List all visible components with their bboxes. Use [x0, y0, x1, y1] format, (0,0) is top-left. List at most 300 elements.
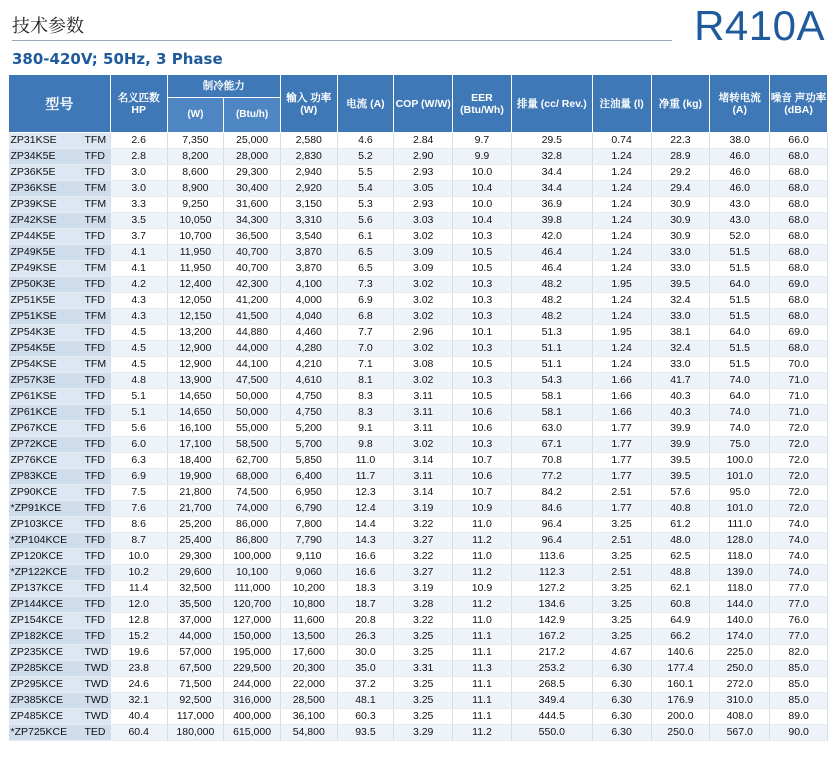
- table-row: [9, 389, 828, 405]
- value-cell: 10.0: [453, 197, 512, 213]
- series-cell: TFM: [82, 181, 110, 197]
- value-cell: 2,940: [280, 165, 337, 181]
- value-cell: 177.4: [651, 661, 710, 677]
- value-cell: 10.3: [453, 293, 512, 309]
- series-cell: TFD: [82, 373, 110, 389]
- value-cell: 10.0: [110, 549, 167, 565]
- value-cell: 96.4: [511, 533, 592, 549]
- model-cell: ZP54KSE: [9, 357, 83, 373]
- value-cell: 100,000: [224, 549, 281, 565]
- value-cell: 13,900: [167, 373, 224, 389]
- value-cell: 6.0: [110, 437, 167, 453]
- value-cell: 11.2: [453, 533, 512, 549]
- value-cell: 46.0: [710, 149, 770, 165]
- value-cell: 10.6: [453, 421, 512, 437]
- model-cell: ZP51K5E: [9, 293, 83, 309]
- value-cell: 39.8: [511, 213, 592, 229]
- value-cell: 101.0: [710, 501, 770, 517]
- value-cell: 1.24: [592, 245, 651, 261]
- value-cell: 43.0: [710, 197, 770, 213]
- value-cell: 29,300: [167, 549, 224, 565]
- value-cell: 3.19: [394, 581, 453, 597]
- value-cell: 9,250: [167, 197, 224, 213]
- value-cell: 90.0: [770, 725, 828, 741]
- table-row: [9, 421, 828, 437]
- value-cell: 67,500: [167, 661, 224, 677]
- model-cell: ZP285KCE: [9, 661, 83, 677]
- value-cell: 3.02: [394, 373, 453, 389]
- value-cell: 8.3: [337, 405, 394, 421]
- value-cell: 6.5: [337, 261, 394, 277]
- power-spec-subtitle: 380-420V; 50Hz, 3 Phase: [12, 50, 223, 68]
- series-cell: TFD: [82, 293, 110, 309]
- table-row: [9, 293, 828, 309]
- value-cell: 16,100: [167, 421, 224, 437]
- value-cell: 64.0: [710, 277, 770, 293]
- value-cell: 5,850: [280, 453, 337, 469]
- table-row: [9, 485, 828, 501]
- value-cell: 5.2: [337, 149, 394, 165]
- value-cell: 11.1: [453, 645, 512, 661]
- series-cell: TFD: [82, 421, 110, 437]
- value-cell: 3.28: [394, 597, 453, 613]
- value-cell: 3.3: [110, 197, 167, 213]
- value-cell: 57,000: [167, 645, 224, 661]
- value-cell: 11.1: [453, 629, 512, 645]
- model-cell: ZP485KCE: [9, 709, 83, 725]
- value-cell: 58.1: [511, 405, 592, 421]
- header-current: 电流 (A): [337, 75, 394, 133]
- value-cell: 10.9: [453, 501, 512, 517]
- value-cell: 11.3: [453, 661, 512, 677]
- value-cell: 70.0: [770, 357, 828, 373]
- model-cell: *ZP91KCE: [9, 501, 83, 517]
- value-cell: 46.0: [710, 181, 770, 197]
- value-cell: 112.3: [511, 565, 592, 581]
- value-cell: 1.77: [592, 421, 651, 437]
- model-cell: ZP36K5E: [9, 165, 83, 181]
- value-cell: 71,500: [167, 677, 224, 693]
- value-cell: 1.66: [592, 373, 651, 389]
- value-cell: 3.02: [394, 277, 453, 293]
- value-cell: 29,600: [167, 565, 224, 581]
- value-cell: 68.0: [770, 165, 828, 181]
- value-cell: 10.5: [453, 357, 512, 373]
- value-cell: 39.9: [651, 437, 710, 453]
- value-cell: 4.6: [337, 133, 394, 149]
- model-cell: ZP57K3E: [9, 373, 83, 389]
- value-cell: 4,210: [280, 357, 337, 373]
- series-cell: TFD: [82, 389, 110, 405]
- value-cell: 11.2: [453, 597, 512, 613]
- value-cell: 38.1: [651, 325, 710, 341]
- value-cell: 43.0: [710, 213, 770, 229]
- value-cell: 7.7: [337, 325, 394, 341]
- series-cell: TFM: [82, 261, 110, 277]
- value-cell: 6,400: [280, 469, 337, 485]
- value-cell: 160.1: [651, 677, 710, 693]
- value-cell: 77.2: [511, 469, 592, 485]
- table-row: [9, 373, 828, 389]
- value-cell: 3,540: [280, 229, 337, 245]
- value-cell: 140.0: [710, 613, 770, 629]
- value-cell: 9.8: [337, 437, 394, 453]
- value-cell: 225.0: [710, 645, 770, 661]
- value-cell: 6,950: [280, 485, 337, 501]
- value-cell: 6,790: [280, 501, 337, 517]
- value-cell: 48.2: [511, 293, 592, 309]
- value-cell: 30.9: [651, 213, 710, 229]
- value-cell: 9,110: [280, 549, 337, 565]
- value-cell: 46.0: [710, 165, 770, 181]
- value-cell: 6.1: [337, 229, 394, 245]
- value-cell: 4.3: [110, 293, 167, 309]
- series-cell: TFD: [82, 325, 110, 341]
- value-cell: 15.2: [110, 629, 167, 645]
- value-cell: 12,900: [167, 341, 224, 357]
- header-model: 型号: [9, 75, 111, 133]
- value-cell: 55,000: [224, 421, 281, 437]
- value-cell: 39.5: [651, 453, 710, 469]
- value-cell: 2,580: [280, 133, 337, 149]
- value-cell: 68.0: [770, 213, 828, 229]
- table-row: [9, 437, 828, 453]
- value-cell: 217.2: [511, 645, 592, 661]
- value-cell: 3.02: [394, 437, 453, 453]
- table-row: [9, 693, 828, 709]
- table-row: [9, 325, 828, 341]
- model-cell: ZP49KSE: [9, 261, 83, 277]
- value-cell: 10.3: [453, 341, 512, 357]
- value-cell: 11,600: [280, 613, 337, 629]
- model-cell: ZP103KCE: [9, 517, 83, 533]
- value-cell: 11,950: [167, 245, 224, 261]
- value-cell: 111,000: [224, 581, 281, 597]
- header-cop: COP (W/W): [394, 75, 453, 133]
- value-cell: 68.0: [770, 341, 828, 357]
- value-cell: 25,000: [224, 133, 281, 149]
- value-cell: 111.0: [710, 517, 770, 533]
- series-cell: TWD: [82, 693, 110, 709]
- value-cell: 615,000: [224, 725, 281, 741]
- value-cell: 2.93: [394, 165, 453, 181]
- series-cell: TWD: [82, 645, 110, 661]
- value-cell: 30.9: [651, 229, 710, 245]
- value-cell: 3.05: [394, 181, 453, 197]
- value-cell: 66.2: [651, 629, 710, 645]
- value-cell: 64.0: [710, 389, 770, 405]
- table-row: [9, 533, 828, 549]
- value-cell: 68.0: [770, 181, 828, 197]
- value-cell: 3.25: [592, 517, 651, 533]
- value-cell: 4.8: [110, 373, 167, 389]
- value-cell: 5,700: [280, 437, 337, 453]
- value-cell: 10.9: [453, 581, 512, 597]
- value-cell: 3.7: [110, 229, 167, 245]
- value-cell: 72.0: [770, 469, 828, 485]
- value-cell: 3.25: [592, 581, 651, 597]
- value-cell: 37,000: [167, 613, 224, 629]
- value-cell: 10.4: [453, 213, 512, 229]
- header-cooling-btu: (Btu/h): [224, 98, 281, 133]
- table-row: [9, 501, 828, 517]
- header-lra: 堵转电流 (A): [710, 75, 770, 133]
- model-cell: ZP44K5E: [9, 229, 83, 245]
- value-cell: 40.8: [651, 501, 710, 517]
- value-cell: 74.0: [710, 405, 770, 421]
- value-cell: 11,950: [167, 261, 224, 277]
- value-cell: 3.25: [592, 597, 651, 613]
- table-row: [9, 613, 828, 629]
- value-cell: 144.0: [710, 597, 770, 613]
- value-cell: 10,800: [280, 597, 337, 613]
- value-cell: 4.67: [592, 645, 651, 661]
- value-cell: 31,600: [224, 197, 281, 213]
- value-cell: 9,060: [280, 565, 337, 581]
- value-cell: 70.8: [511, 453, 592, 469]
- value-cell: 4.5: [110, 341, 167, 357]
- value-cell: 48.2: [511, 309, 592, 325]
- value-cell: 28.9: [651, 149, 710, 165]
- value-cell: 92,500: [167, 693, 224, 709]
- table-row: [9, 645, 828, 661]
- value-cell: 85.0: [770, 693, 828, 709]
- value-cell: 4,280: [280, 341, 337, 357]
- value-cell: 8.6: [110, 517, 167, 533]
- title-divider: [12, 40, 672, 41]
- value-cell: 6.9: [337, 293, 394, 309]
- table-row: [9, 629, 828, 645]
- header-weight: 净重 (kg): [651, 75, 710, 133]
- value-cell: 74.0: [770, 533, 828, 549]
- value-cell: 61.2: [651, 517, 710, 533]
- series-cell: TFM: [82, 133, 110, 149]
- value-cell: 3.09: [394, 261, 453, 277]
- value-cell: 6.30: [592, 709, 651, 725]
- value-cell: 180,000: [167, 725, 224, 741]
- value-cell: 82.0: [770, 645, 828, 661]
- model-cell: ZP50K3E: [9, 277, 83, 293]
- value-cell: 3.25: [592, 549, 651, 565]
- value-cell: 3,870: [280, 245, 337, 261]
- series-cell: TWD: [82, 661, 110, 677]
- value-cell: 3.25: [592, 613, 651, 629]
- table-row: [9, 453, 828, 469]
- header-oil: 注油量 (l): [592, 75, 651, 133]
- model-cell: ZP31KSE: [9, 133, 83, 149]
- series-cell: TFD: [82, 565, 110, 581]
- value-cell: 6.5: [337, 245, 394, 261]
- value-cell: 89.0: [770, 709, 828, 725]
- value-cell: 51.3: [511, 325, 592, 341]
- model-cell: ZP49K5E: [9, 245, 83, 261]
- value-cell: 68.0: [770, 309, 828, 325]
- value-cell: 41.7: [651, 373, 710, 389]
- value-cell: 1.24: [592, 357, 651, 373]
- value-cell: 12,150: [167, 309, 224, 325]
- value-cell: 2.90: [394, 149, 453, 165]
- value-cell: 14,650: [167, 405, 224, 421]
- series-cell: TFD: [82, 165, 110, 181]
- value-cell: 51.5: [710, 357, 770, 373]
- model-cell: ZP36KSE: [9, 181, 83, 197]
- value-cell: 74.0: [710, 421, 770, 437]
- table-row: [9, 213, 828, 229]
- series-cell: TFD: [82, 453, 110, 469]
- value-cell: 42,300: [224, 277, 281, 293]
- value-cell: 51.1: [511, 357, 592, 373]
- value-cell: 4,460: [280, 325, 337, 341]
- value-cell: 9.9: [453, 149, 512, 165]
- model-cell: ZP83KCE: [9, 469, 83, 485]
- value-cell: 150,000: [224, 629, 281, 645]
- value-cell: 48.0: [651, 533, 710, 549]
- value-cell: 3.19: [394, 501, 453, 517]
- value-cell: 268.5: [511, 677, 592, 693]
- series-cell: TFD: [82, 597, 110, 613]
- value-cell: 2,830: [280, 149, 337, 165]
- value-cell: 93.5: [337, 725, 394, 741]
- value-cell: 5.3: [337, 197, 394, 213]
- value-cell: 3.11: [394, 421, 453, 437]
- value-cell: 1.77: [592, 437, 651, 453]
- value-cell: 7.0: [337, 341, 394, 357]
- value-cell: 3.27: [394, 533, 453, 549]
- value-cell: 10.3: [453, 373, 512, 389]
- value-cell: 35,500: [167, 597, 224, 613]
- value-cell: 118.0: [710, 549, 770, 565]
- value-cell: 51.5: [710, 309, 770, 325]
- value-cell: 69.0: [770, 325, 828, 341]
- value-cell: 85.0: [770, 677, 828, 693]
- value-cell: 3.02: [394, 341, 453, 357]
- value-cell: 16.6: [337, 565, 394, 581]
- value-cell: 10.7: [453, 453, 512, 469]
- model-cell: *ZP122KCE: [9, 565, 83, 581]
- value-cell: 0.74: [592, 133, 651, 149]
- value-cell: 400,000: [224, 709, 281, 725]
- value-cell: 33.0: [651, 357, 710, 373]
- value-cell: 3.25: [394, 629, 453, 645]
- value-cell: 8,900: [167, 181, 224, 197]
- value-cell: 8.3: [337, 389, 394, 405]
- value-cell: 68.0: [770, 293, 828, 309]
- value-cell: 3.11: [394, 469, 453, 485]
- table-row: [9, 277, 828, 293]
- value-cell: 51.5: [710, 293, 770, 309]
- value-cell: 62,700: [224, 453, 281, 469]
- value-cell: 23.8: [110, 661, 167, 677]
- table-row: [9, 565, 828, 581]
- value-cell: 5.4: [337, 181, 394, 197]
- value-cell: 86,800: [224, 533, 281, 549]
- value-cell: 4,100: [280, 277, 337, 293]
- value-cell: 26.3: [337, 629, 394, 645]
- value-cell: 2.51: [592, 565, 651, 581]
- series-cell: TFD: [82, 229, 110, 245]
- value-cell: 74.0: [770, 549, 828, 565]
- value-cell: 4,610: [280, 373, 337, 389]
- table-row: [9, 517, 828, 533]
- value-cell: 50,000: [224, 389, 281, 405]
- table-row: [9, 725, 828, 741]
- value-cell: 2.51: [592, 533, 651, 549]
- model-cell: ZP120KCE: [9, 549, 83, 565]
- value-cell: 10.0: [453, 165, 512, 181]
- value-cell: 18,400: [167, 453, 224, 469]
- value-cell: 29.4: [651, 181, 710, 197]
- spec-table: [8, 74, 828, 741]
- table-row: [9, 549, 828, 565]
- value-cell: 2.51: [592, 485, 651, 501]
- value-cell: 6.9: [110, 469, 167, 485]
- value-cell: 37.2: [337, 677, 394, 693]
- value-cell: 142.9: [511, 613, 592, 629]
- value-cell: 310.0: [710, 693, 770, 709]
- value-cell: 40,700: [224, 245, 281, 261]
- value-cell: 29.5: [511, 133, 592, 149]
- value-cell: 4.5: [110, 325, 167, 341]
- value-cell: 4,040: [280, 309, 337, 325]
- model-cell: ZP235KCE: [9, 645, 83, 661]
- series-cell: TFD: [82, 533, 110, 549]
- value-cell: 3.09: [394, 245, 453, 261]
- value-cell: 1.24: [592, 229, 651, 245]
- value-cell: 11.0: [453, 549, 512, 565]
- value-cell: 47,500: [224, 373, 281, 389]
- value-cell: 139.0: [710, 565, 770, 581]
- model-cell: ZP76KCE: [9, 453, 83, 469]
- refrigerant-label: R410A: [694, 2, 825, 49]
- value-cell: 72.0: [770, 501, 828, 517]
- series-cell: TFD: [82, 629, 110, 645]
- value-cell: 3.0: [110, 181, 167, 197]
- value-cell: 19,900: [167, 469, 224, 485]
- value-cell: 54,800: [280, 725, 337, 741]
- value-cell: 18.3: [337, 581, 394, 597]
- value-cell: 9.1: [337, 421, 394, 437]
- value-cell: 13,200: [167, 325, 224, 341]
- value-cell: 3.25: [394, 709, 453, 725]
- value-cell: 1.77: [592, 453, 651, 469]
- value-cell: 72.0: [770, 485, 828, 501]
- value-cell: 11.2: [453, 565, 512, 581]
- model-cell: *ZP725KCE: [9, 725, 83, 741]
- value-cell: 7.6: [110, 501, 167, 517]
- value-cell: 24.6: [110, 677, 167, 693]
- spec-table-container: [8, 74, 828, 741]
- value-cell: 3,310: [280, 213, 337, 229]
- value-cell: 72.0: [770, 453, 828, 469]
- value-cell: 10.3: [453, 229, 512, 245]
- table-row: [9, 677, 828, 693]
- value-cell: 3.29: [394, 725, 453, 741]
- table-row: [9, 165, 828, 181]
- value-cell: 34,300: [224, 213, 281, 229]
- model-cell: ZP295KCE: [9, 677, 83, 693]
- value-cell: 1.24: [592, 261, 651, 277]
- value-cell: 550.0: [511, 725, 592, 741]
- value-cell: 134.6: [511, 597, 592, 613]
- value-cell: 84.2: [511, 485, 592, 501]
- value-cell: 4.5: [110, 357, 167, 373]
- value-cell: 3.31: [394, 661, 453, 677]
- model-cell: ZP154KCE: [9, 613, 83, 629]
- header-noise: 噪音 声功率 (dBA): [770, 75, 828, 133]
- value-cell: 74.0: [770, 565, 828, 581]
- table-row: [9, 309, 828, 325]
- value-cell: 30,400: [224, 181, 281, 197]
